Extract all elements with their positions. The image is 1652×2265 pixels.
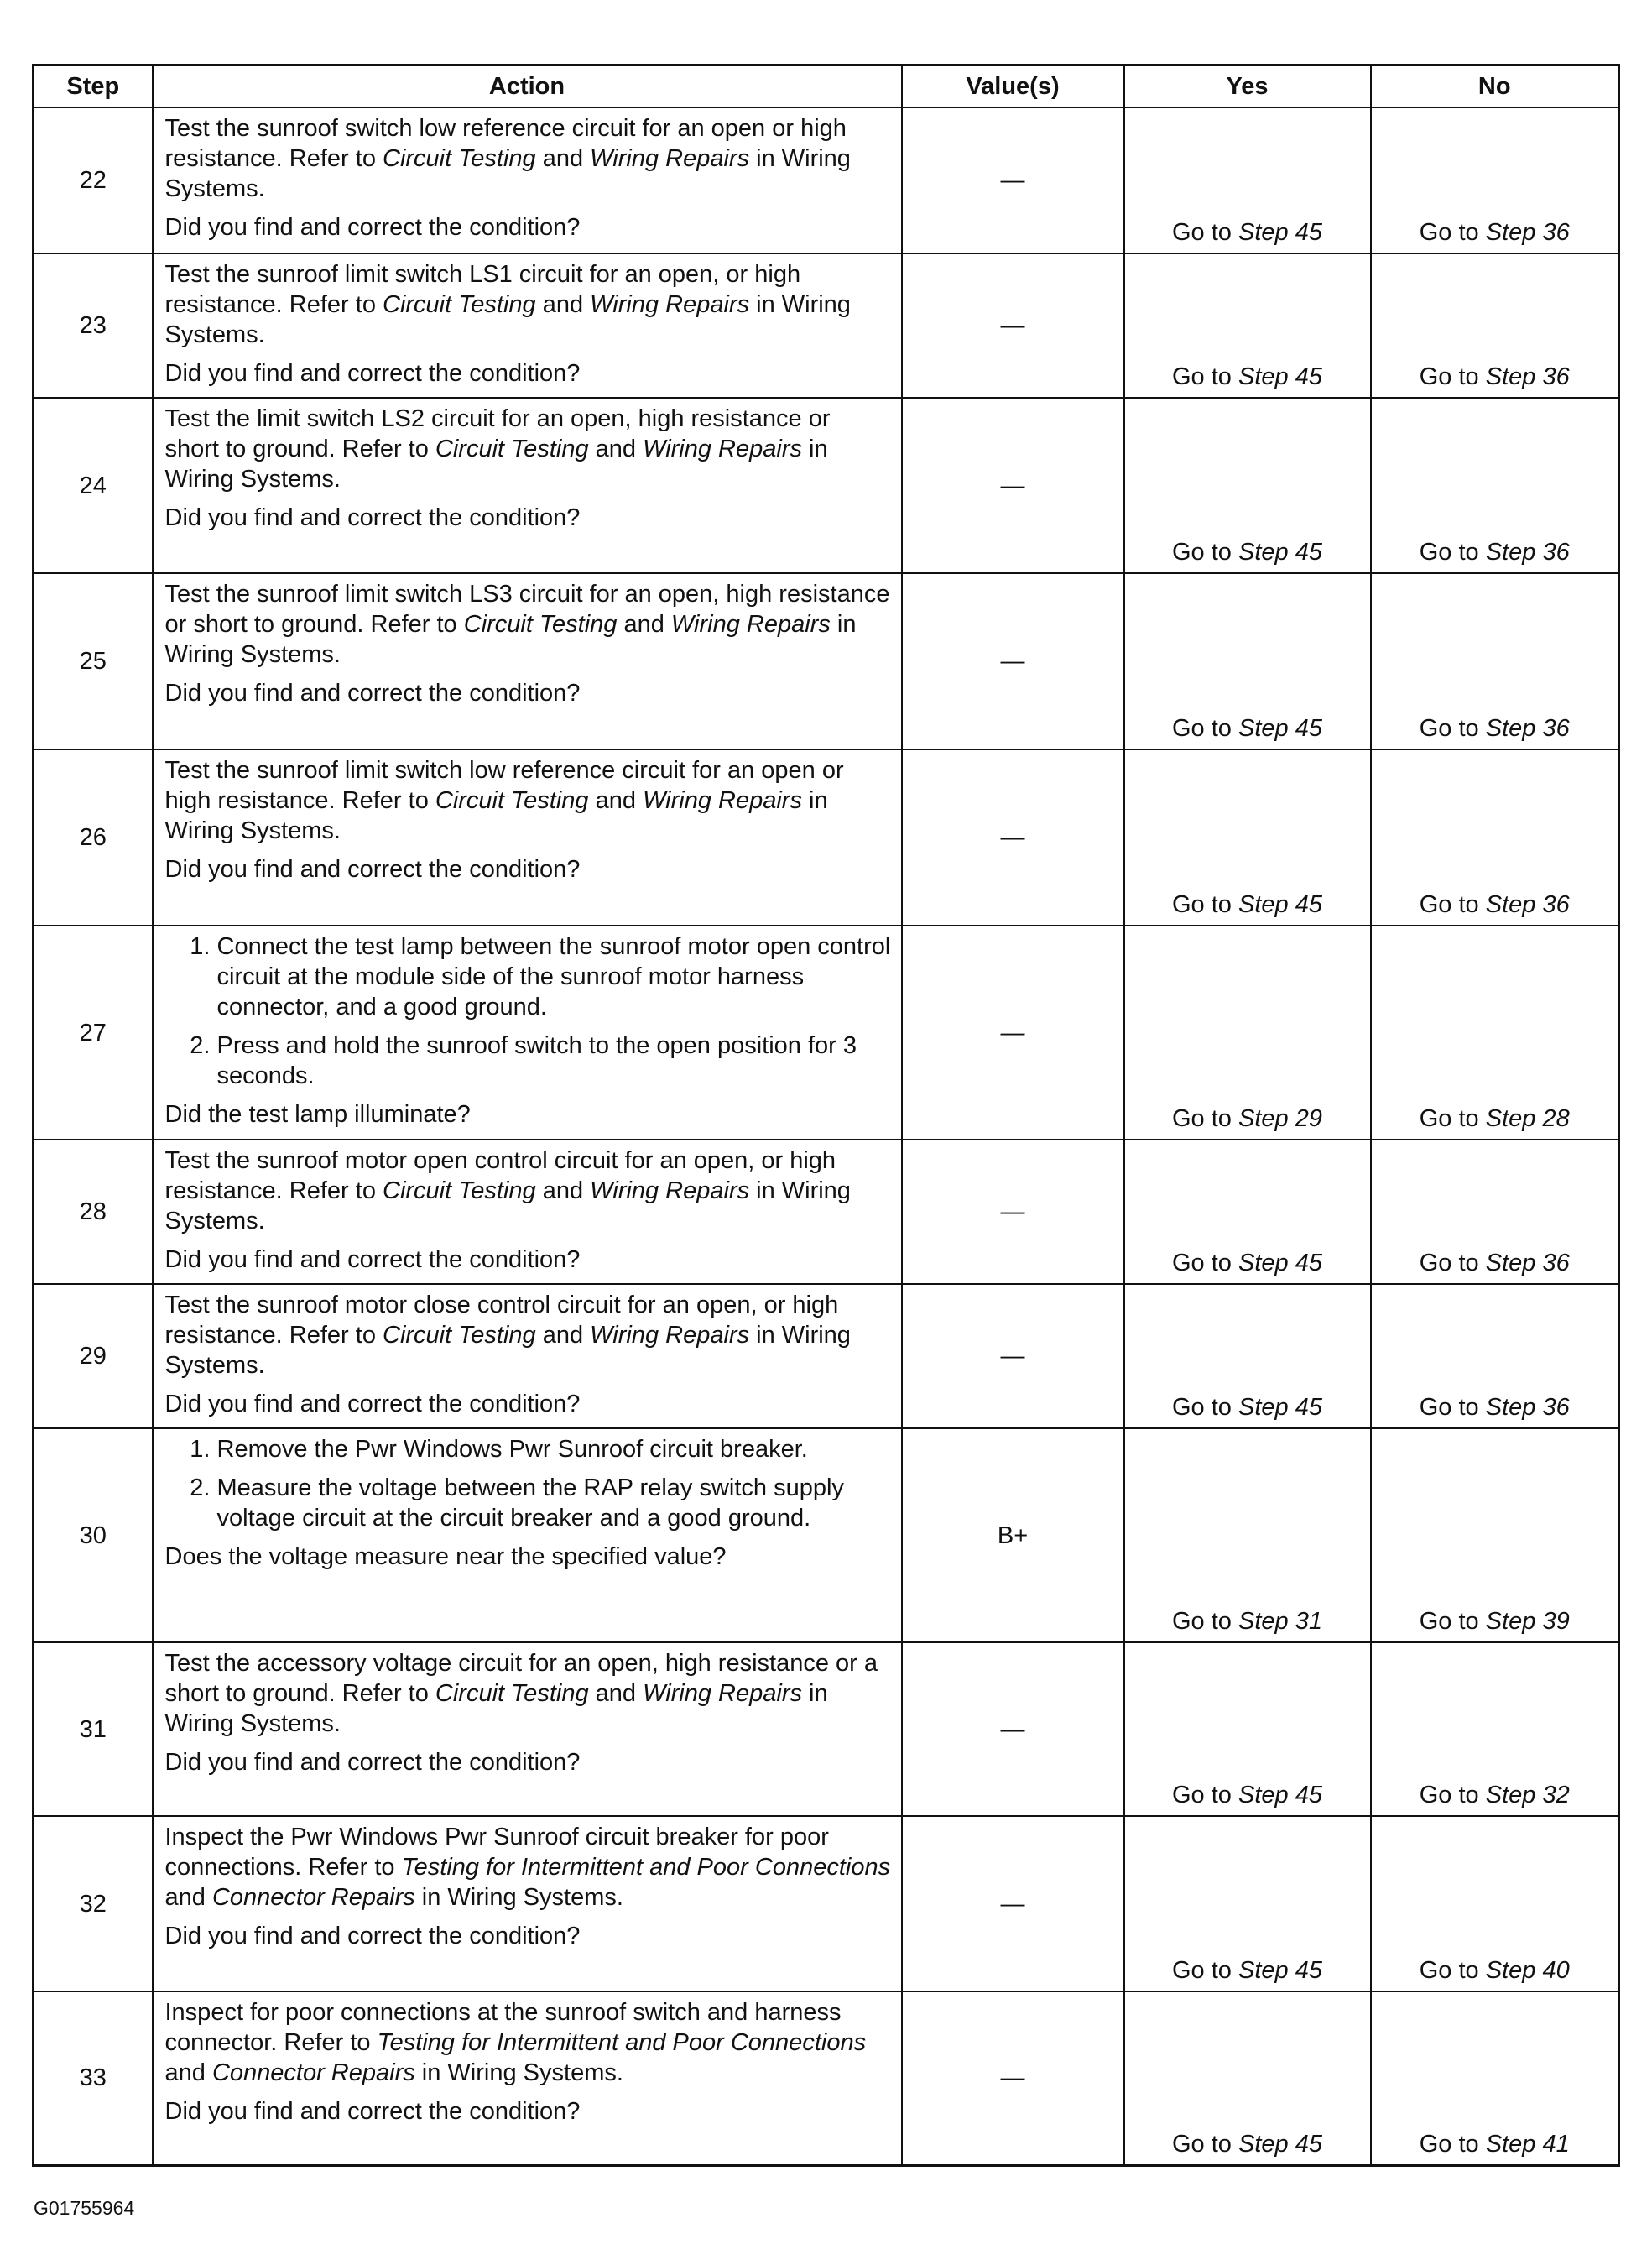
no-goto-text: Go to (1419, 1957, 1486, 1984)
action-text-part: and (164, 1884, 212, 1911)
action-text-part: in Wiring Systems. (164, 1680, 828, 1737)
no-cell (1371, 926, 1619, 1140)
table-row (34, 926, 1619, 1140)
yes-goto-text: Go to (1172, 715, 1238, 742)
no-cell (1371, 1991, 1619, 2165)
action-text-part: Inspect the Pwr Windows Pwr Sunroof circuit breaker for poor connections. Refer to (164, 1824, 829, 1881)
value-cell: B+ (902, 1428, 1124, 1642)
no-goto-text: Go to (1419, 539, 1486, 566)
action-text-part: in Wiring Systems. (164, 1322, 851, 1379)
action-cell (153, 1428, 902, 1642)
value-cell: — (902, 1140, 1124, 1284)
table-row (34, 1991, 1619, 2165)
yes-cell (1124, 253, 1371, 398)
yes-cell (1124, 398, 1371, 573)
action-reference: Circuit Testing (383, 291, 536, 318)
no-step-reference: Step 36 (1485, 219, 1570, 246)
step-number: 26 (34, 749, 153, 926)
header-no: No (1371, 65, 1619, 108)
action-text-part: Test the accessory voltage circuit for an open, high resistance or a short to ground. Refer to (164, 1650, 878, 1707)
table-row (34, 1816, 1619, 1991)
yes-goto-text: Go to (1172, 1957, 1238, 1984)
no-goto-text: Go to (1419, 891, 1486, 918)
action-text (165, 579, 891, 670)
action-question: Did you find and correct the condition? (164, 856, 581, 883)
figure-code: G01755964 (34, 2197, 135, 2219)
value-cell: — (902, 1816, 1124, 1991)
action-question: Did you find and correct the condition? (164, 680, 581, 707)
action-step-item: 1. Remove the Pwr Windows Pwr Sunroof circuit breaker. (217, 1434, 891, 1464)
step-number: 27 (34, 926, 153, 1140)
yes-step-reference: Step 45 (1238, 219, 1322, 246)
yes-step-reference: Step 45 (1238, 891, 1322, 918)
step-number: 32 (34, 1816, 153, 1991)
no-step-reference: Step 36 (1485, 539, 1570, 566)
yes-step-reference: Step 45 (1238, 2130, 1322, 2158)
action-text (165, 113, 891, 204)
action-reference: Testing for Intermittent and Poor Connections (377, 2029, 867, 2056)
no-cell (1371, 398, 1619, 573)
table-row (34, 573, 1619, 749)
action-question: Did the test lamp illuminate? (164, 1101, 471, 1128)
action-text-part: Test the sunroof limit switch LS1 circuit for an open, or high resistance. Refer to (164, 261, 801, 318)
step-number: 31 (34, 1642, 153, 1816)
action-text (165, 1146, 891, 1236)
yes-step-reference: Step 45 (1238, 715, 1322, 742)
yes-cell (1124, 1428, 1371, 1642)
table-body (34, 107, 1619, 2165)
action-text (165, 1648, 891, 1739)
action-text-part: and (535, 145, 591, 172)
no-step-reference: Step 28 (1485, 1105, 1570, 1132)
action-reference: Circuit Testing (435, 787, 589, 814)
header-step: Step (34, 65, 153, 108)
action-cell (153, 398, 902, 573)
yes-cell (1124, 1284, 1371, 1428)
no-cell (1371, 573, 1619, 749)
action-text-part: in Wiring Systems. (164, 145, 851, 202)
action-steps-list (165, 1434, 891, 1533)
action-text (165, 259, 891, 350)
step-number: 33 (34, 1991, 153, 2165)
no-cell (1371, 1816, 1619, 1991)
action-text-part: Inspect for poor connections at the sunroof switch and harness connector. Refer to (164, 1999, 842, 2056)
table-row (34, 1284, 1619, 1428)
no-step-reference: Step 36 (1485, 363, 1570, 390)
step-number: 24 (34, 398, 153, 573)
yes-step-reference: Step 45 (1238, 1957, 1322, 1984)
action-cell (153, 1140, 902, 1284)
action-reference: Wiring Repairs (643, 1680, 802, 1707)
no-cell (1371, 1140, 1619, 1284)
yes-cell (1124, 1816, 1371, 1991)
yes-step-reference: Step 45 (1238, 1394, 1322, 1421)
table-row (34, 749, 1619, 926)
yes-cell (1124, 107, 1371, 253)
no-cell (1371, 253, 1619, 398)
action-reference: Connector Repairs (211, 2059, 415, 2086)
yes-step-reference: Step 29 (1238, 1105, 1322, 1132)
action-cell (153, 1816, 902, 1991)
diagnostic-table (32, 64, 1620, 2167)
step-number: 25 (34, 573, 153, 749)
step-number: 30 (34, 1428, 153, 1642)
action-text-part: Test the sunroof motor open control circuit for an open, or high resistance. Refer to (164, 1147, 836, 1204)
action-text-part: Test the sunroof switch low reference circuit for an open or high resistance. Refer to (164, 115, 847, 172)
action-reference: Wiring Repairs (670, 611, 831, 638)
no-goto-text: Go to (1419, 1394, 1486, 1421)
action-text (165, 1822, 891, 1913)
action-text (165, 755, 891, 846)
action-text-part: Test the limit switch LS2 circuit for an open, high resistance or short to ground. Refer to (164, 405, 831, 462)
action-text-part: and (588, 1680, 644, 1707)
table-row (34, 107, 1619, 253)
header-value: Value(s) (902, 65, 1124, 108)
yes-cell (1124, 926, 1371, 1140)
no-step-reference: Step 40 (1485, 1957, 1570, 1984)
no-goto-text: Go to (1419, 219, 1486, 246)
table-header-row (34, 65, 1619, 108)
action-text-part: and (535, 1322, 591, 1349)
action-question: Did you find and correct the condition? (164, 2098, 581, 2125)
action-step-item: 2. Measure the voltage between the RAP relay switch supply voltage circuit at the circuit breaker and a good ground. (217, 1473, 891, 1533)
value-cell: — (902, 398, 1124, 573)
yes-cell (1124, 1642, 1371, 1816)
action-text (165, 1997, 891, 2088)
yes-goto-text: Go to (1172, 363, 1238, 390)
action-cell (153, 926, 902, 1140)
no-step-reference: Step 41 (1485, 2130, 1570, 2158)
no-step-reference: Step 32 (1485, 1782, 1570, 1808)
yes-cell (1124, 573, 1371, 749)
action-reference: Wiring Repairs (590, 1177, 750, 1204)
no-goto-text: Go to (1419, 1250, 1486, 1276)
action-text-part: Test the sunroof limit switch low reference circuit for an open or high resistance. Refer to (164, 757, 844, 814)
action-cell (153, 107, 902, 253)
action-cell (153, 1642, 902, 1816)
action-question: Did you find and correct the condition? (164, 214, 581, 241)
action-text-part: Test the sunroof limit switch LS3 circuit for an open, high resistance or short to ground. Refer to (164, 581, 890, 638)
table-row (34, 1642, 1619, 1816)
action-cell (153, 253, 902, 398)
action-reference: Circuit Testing (383, 1322, 536, 1349)
no-step-reference: Step 39 (1485, 1608, 1570, 1635)
action-text-part: in Wiring Systems. (164, 787, 828, 844)
action-reference: Testing for Intermittent and Poor Connections (401, 1854, 891, 1881)
yes-goto-text: Go to (1172, 1608, 1238, 1635)
yes-goto-text: Go to (1172, 1394, 1238, 1421)
no-step-reference: Step 36 (1485, 1250, 1570, 1276)
step-number: 29 (34, 1284, 153, 1428)
action-reference: Wiring Repairs (643, 436, 802, 462)
action-text (165, 1290, 891, 1380)
action-text-part: and (535, 291, 591, 318)
yes-step-reference: Step 45 (1238, 539, 1322, 566)
action-text (165, 404, 891, 494)
no-goto-text: Go to (1419, 2130, 1486, 2158)
yes-step-reference: Step 45 (1238, 1782, 1322, 1808)
action-step-item: 1. Connect the test lamp between the sunroof motor open control circuit at the module side of the sunroof motor harness connector, and a good ground. (217, 932, 891, 1022)
yes-goto-text: Go to (1172, 1250, 1238, 1276)
yes-step-reference: Step 31 (1238, 1608, 1322, 1635)
yes-goto-text: Go to (1172, 219, 1238, 246)
action-question: Did you find and correct the condition? (164, 1749, 581, 1776)
action-reference: Wiring Repairs (590, 291, 750, 318)
value-cell: — (902, 749, 1124, 926)
value-cell: — (902, 1991, 1124, 2165)
step-number: 23 (34, 253, 153, 398)
no-step-reference: Step 36 (1485, 715, 1570, 742)
action-question: Did you find and correct the condition? (164, 504, 581, 531)
no-step-reference: Step 36 (1485, 1394, 1570, 1421)
action-text-part: and (588, 436, 644, 462)
action-reference: Circuit Testing (435, 436, 589, 462)
action-question: Did you find and correct the condition? (164, 360, 581, 387)
action-text-part: in Wiring Systems. (164, 436, 828, 493)
yes-step-reference: Step 45 (1238, 363, 1322, 390)
action-question: Did you find and correct the condition? (164, 1923, 581, 1949)
action-text-part: Test the sunroof motor close control circuit for an open, or high resistance. Refer to (164, 1292, 839, 1349)
action-text-part: in Wiring Systems. (414, 2059, 623, 2086)
table-row (34, 1428, 1619, 1642)
step-number: 28 (34, 1140, 153, 1284)
action-reference: Wiring Repairs (643, 787, 802, 814)
no-goto-text: Go to (1419, 715, 1486, 742)
table-row (34, 253, 1619, 398)
action-reference: Wiring Repairs (590, 145, 750, 172)
header-yes: Yes (1124, 65, 1371, 108)
yes-goto-text: Go to (1172, 1782, 1238, 1808)
no-cell (1371, 1642, 1619, 1816)
action-question: Does the voltage measure near the specified value? (164, 1543, 727, 1570)
no-cell (1371, 749, 1619, 926)
yes-step-reference: Step 45 (1238, 1250, 1322, 1276)
no-goto-text: Go to (1419, 1782, 1486, 1808)
action-text-part: and (535, 1177, 591, 1204)
no-step-reference: Step 36 (1485, 891, 1570, 918)
action-cell (153, 749, 902, 926)
action-text-part: and (164, 2059, 212, 2086)
action-text-part: and (617, 611, 671, 638)
no-goto-text: Go to (1419, 1608, 1486, 1635)
action-cell (153, 1284, 902, 1428)
action-reference: Connector Repairs (211, 1884, 415, 1911)
action-reference: Wiring Repairs (590, 1322, 750, 1349)
header-action: Action (153, 65, 902, 108)
action-step-item: 2. Press and hold the sunroof switch to the open position for 3 seconds. (217, 1031, 891, 1091)
action-text-part: in Wiring Systems. (164, 611, 857, 668)
no-cell (1371, 1428, 1619, 1642)
action-question: Did you find and correct the condition? (164, 1246, 581, 1273)
value-cell: — (902, 1642, 1124, 1816)
action-reference: Circuit Testing (435, 1680, 589, 1707)
yes-goto-text: Go to (1172, 891, 1238, 918)
action-text-part: in Wiring Systems. (164, 1177, 851, 1234)
value-cell: — (902, 573, 1124, 749)
no-goto-text: Go to (1419, 1105, 1486, 1132)
value-cell: — (902, 107, 1124, 253)
yes-cell (1124, 1991, 1371, 2165)
yes-goto-text: Go to (1172, 2130, 1238, 2158)
action-steps-list (165, 932, 891, 1091)
table-row (34, 1140, 1619, 1284)
action-text-part: in Wiring Systems. (164, 291, 851, 348)
diagnostic-table-sheet (32, 64, 1618, 2167)
value-cell: — (902, 1284, 1124, 1428)
no-cell (1371, 107, 1619, 253)
yes-cell (1124, 749, 1371, 926)
action-reference: Circuit Testing (383, 145, 536, 172)
action-cell (153, 573, 902, 749)
no-cell (1371, 1284, 1619, 1428)
action-text-part: in Wiring Systems. (414, 1884, 623, 1911)
yes-cell (1124, 1140, 1371, 1284)
no-goto-text: Go to (1419, 363, 1486, 390)
yes-goto-text: Go to (1172, 1105, 1238, 1132)
action-text-part: and (588, 787, 644, 814)
value-cell: — (902, 253, 1124, 398)
table-row (34, 398, 1619, 573)
action-cell (153, 1991, 902, 2165)
yes-goto-text: Go to (1172, 539, 1238, 566)
value-cell: — (902, 926, 1124, 1140)
action-reference: Circuit Testing (383, 1177, 536, 1204)
step-number: 22 (34, 107, 153, 253)
action-reference: Circuit Testing (463, 611, 618, 638)
action-question: Did you find and correct the condition? (164, 1391, 581, 1417)
